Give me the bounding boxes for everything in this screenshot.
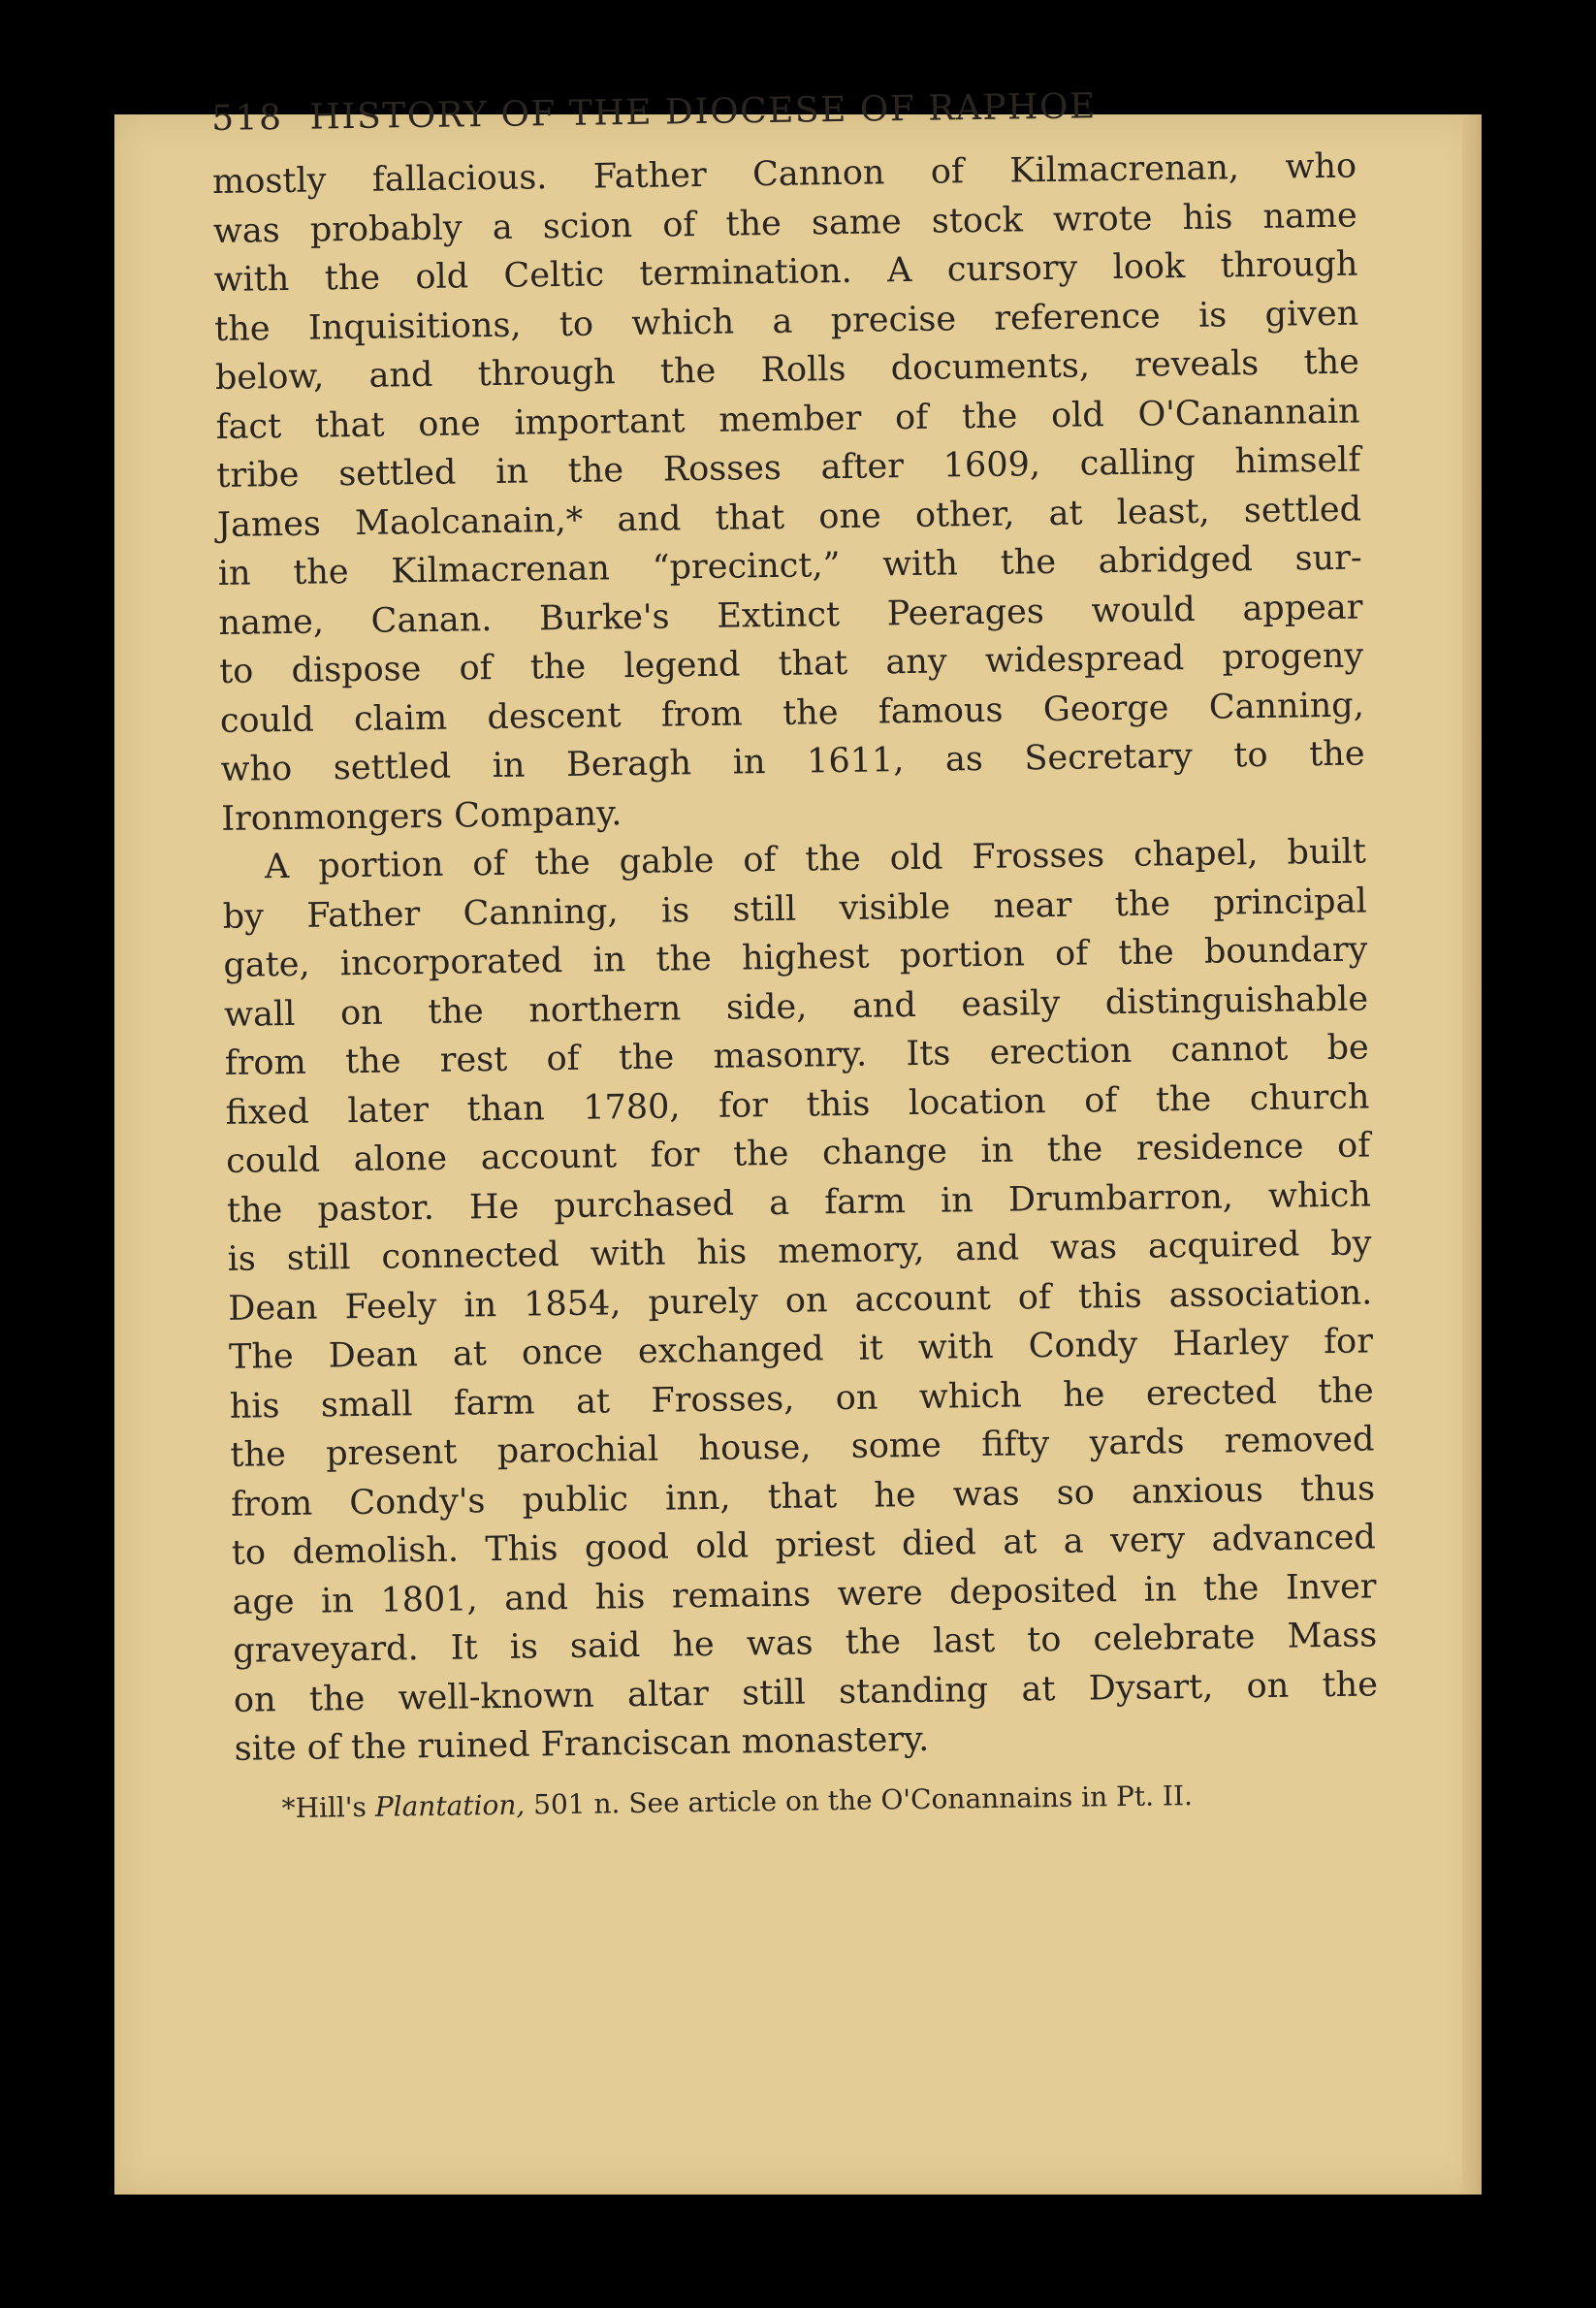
text-line: on the well-known altar still standing at Dysart, on the [233,1664,1379,1720]
text-line: The Dean at once exchanged it with Condy Harley for [228,1322,1374,1377]
footnote-marker: *Hill's [281,1790,376,1824]
footnote-title: Plantation, [374,1788,526,1823]
text-line: wall on the northern side, and easily distinguishable [223,978,1369,1035]
text-line: graveyard. It is said he was the last to celebrate Mass [233,1616,1378,1671]
text-line: to demolish. This good old priest died at a very advanced [231,1518,1377,1573]
text-line: in the Kilmacrenan “precinct,” with the abridged sur- [217,538,1362,593]
text-line: the present parochial house, some fifty yards removed [230,1420,1375,1475]
text-line: tribe settled in the Rosses after 1609, calling himself [216,440,1361,496]
text-line: was probably a scion of the same stock wrote his name [212,196,1358,251]
text-line: from Condy's public inn, that he was so anxious thus [230,1468,1376,1524]
paragraph-1 [212,143,1366,844]
page-edge [1462,114,1482,2195]
text-line: fixed later than 1780, for this location of the church [225,1076,1370,1133]
page-text [211,86,1380,1829]
text-line: the pastor. He purchased a farm in Drumbarron, which [226,1174,1372,1231]
footnote-text: 501 n. See article on the O'Conannains in Pt. II. [525,1779,1194,1821]
text-line: by Father Canning, is still visible near the principal [222,881,1367,937]
text-line: Ironmongers Company. [221,793,622,839]
text-line: name, Canan. Burke's Extinct Peerages would appear [218,587,1363,643]
running-title: HISTORY OF THE DIOCESE OF RAPHOE [309,86,1098,138]
paragraph-2 [222,827,1379,1774]
text-line: fact that one important member of the old O'Canannain [215,391,1360,447]
text-line: his small farm at Frosses, on which he erected the [229,1370,1374,1426]
text-line: is still connected with his memory, and was acquired by [227,1224,1372,1279]
text-line: gate, incorporated in the highest portion of the boundary [223,930,1368,985]
text-line: James Maolcanain,* and that one other, at least, settled [216,489,1362,545]
text-line: with the old Celtic termination. A cursory look through [213,244,1358,300]
text-line: to dispose of the legend that any widespread progeny [218,636,1364,691]
text-line: mostly fallacious. Father Cannon of Kilmacrenan, who [211,146,1357,202]
text-line: the Inquisitions, to which a precise reference is given [213,294,1359,349]
text-line: could alone account for the change in the residence of [225,1126,1371,1181]
page-number: 518 [210,97,283,139]
text-line: from the rest of the masonry. Its erection cannot be [224,1028,1370,1083]
text-line: site of the ruined Franciscan monastery. [234,1719,930,1769]
text-line: age in 1801, and his remains were deposited in the Inver [232,1566,1377,1622]
text-line: who settled in Beragh in 1611, as Secretary to the [220,734,1365,789]
text-line: below, and through the Rolls documents, reveals the [214,342,1360,398]
text-line: could claim descent from the famous George Canning, [219,685,1365,741]
running-head [211,86,1356,137]
text-line: A portion of the gable of the old Frosses chapel, built [264,832,1367,887]
text-line: Dean Feely in 1854, purely on account of this association. [228,1272,1373,1329]
